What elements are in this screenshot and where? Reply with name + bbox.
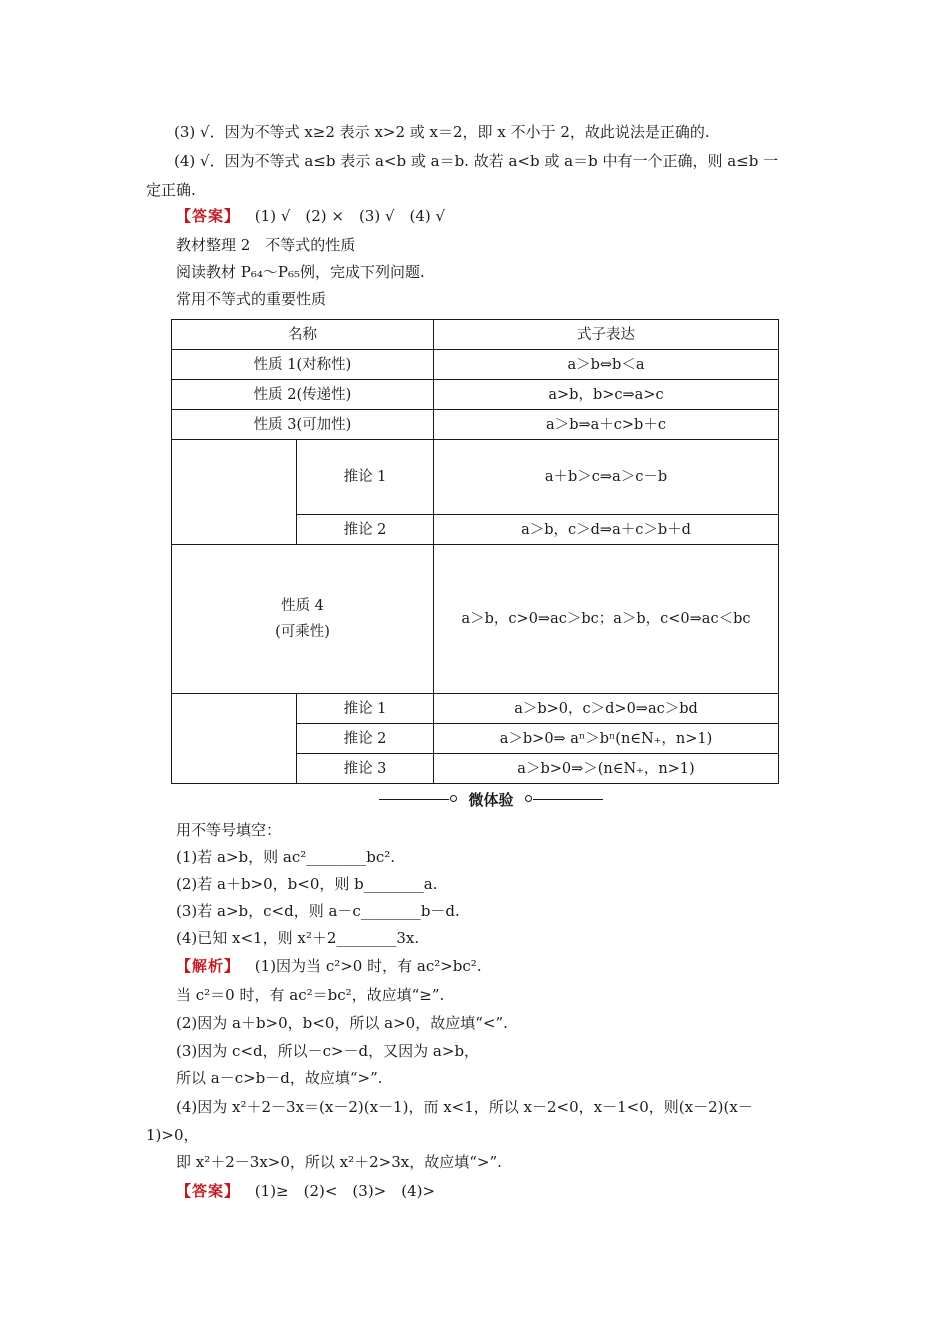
- table-row: [172, 380, 779, 410]
- property-name: [172, 545, 434, 694]
- property-expression: a>b，b>c⇒a>c: [434, 380, 779, 410]
- property-name: 性质 3(可加性): [172, 410, 434, 440]
- analysis-line: (2)因为 a＋b>0，b<0，所以 a>0，故应填“<”.: [176, 1014, 508, 1032]
- answer-tag: 【答案】: [176, 207, 241, 225]
- corollary-name: 推论 1: [297, 694, 434, 724]
- table-header-row: [172, 320, 779, 350]
- property-expression: a＞b⇔b＜a: [434, 350, 779, 380]
- property-name-line: (可乘性): [275, 624, 330, 640]
- divider: [379, 799, 449, 800]
- section-title: 教材整理 2 不等式的性质: [176, 236, 356, 254]
- property-name: 性质 1(对称性): [172, 350, 434, 380]
- exercise-intro: 用不等号填空：: [176, 821, 282, 839]
- header-expression: 式子表达: [434, 320, 779, 350]
- answer-line: [176, 1181, 435, 1201]
- divider: [533, 799, 603, 800]
- text-line: (3) √．因为不等式 x≥2 表示 x>2 或 x＝2，即 x 不小于 2，故此说法是正确的.: [174, 123, 710, 141]
- exercise-item: (2)若 a＋b>0，b<0，则 b________a.: [176, 875, 438, 893]
- property-expression: a＞b⇒a＋c>b＋c: [434, 410, 779, 440]
- answer-tag: 【答案】: [176, 1182, 241, 1200]
- table-row: [172, 350, 779, 380]
- micro-title: 微体验: [468, 791, 514, 809]
- header-name: 名称: [172, 320, 434, 350]
- property-name-line: 性质 4: [281, 598, 324, 614]
- text-line: 定正确.: [146, 181, 196, 199]
- answer-text: (1) √ (2) × (3) √ (4) √: [254, 207, 446, 225]
- properties-table: [171, 319, 779, 784]
- table-row: [172, 440, 779, 515]
- analysis-tag: 【解析】: [176, 957, 241, 975]
- corollary-name: 推论 2: [297, 724, 434, 754]
- corollary-name: 推论 3: [297, 754, 434, 784]
- exercise-item: (1)若 a>b，则 ac²________bc².: [176, 848, 396, 866]
- table-row: [172, 694, 779, 724]
- property-expression: a＞b，c>0⇒ac＞bc；a＞b，c<0⇒ac＜bc: [434, 545, 779, 694]
- corollary-expression: a＋b＞c⇒a＞c－b: [434, 440, 779, 515]
- corollary-expression: a＞b>0⇒＞(n∈N₊，n>1): [434, 754, 779, 784]
- table-row: [172, 410, 779, 440]
- circle-ornament-icon: [450, 795, 457, 802]
- micro-experience-heading: [379, 790, 603, 810]
- empty-cell: [172, 694, 297, 784]
- analysis-line: [176, 956, 482, 976]
- analysis-line: 1)>0，: [146, 1126, 199, 1144]
- text-line: (4) √．因为不等式 a≤b 表示 a<b 或 a＝b. 故若 a<b 或 a＝b 中有一个正确，则 a≤b 一: [174, 152, 779, 170]
- analysis-line: 即 x²＋2－3x>0，所以 x²＋2>3x，故应填“>”.: [176, 1153, 502, 1171]
- analysis-line: (4)因为 x²＋2－3x＝(x－2)(x－1)，而 x<1，所以 x－2<0，x－1<0，则(x－2)(x－: [176, 1098, 753, 1116]
- exercise-item: (4)已知 x<1，则 x²＋2________3x.: [176, 929, 420, 947]
- section-subtitle: 常用不等式的重要性质: [176, 290, 327, 308]
- corollary-name: 推论 1: [297, 440, 434, 515]
- corollary-expression: a＞b，c＞d⇒a＋c＞b＋d: [434, 515, 779, 545]
- empty-cell: [172, 440, 297, 545]
- corollary-name: 推论 2: [297, 515, 434, 545]
- analysis-line: 所以 a－c>b－d，故应填“>”.: [176, 1069, 383, 1087]
- read-instruction: 阅读教材 P₆₄～P₆₅例，完成下列问题.: [176, 263, 425, 281]
- answer-line: [176, 206, 445, 226]
- table-row: [172, 545, 779, 694]
- property-name: 性质 2(传递性): [172, 380, 434, 410]
- analysis-line: (3)因为 c<d，所以－c>－d，又因为 a>b，: [176, 1042, 480, 1060]
- answer-text: (1)≥ (2)< (3)> (4)>: [254, 1182, 436, 1200]
- exercise-item: (3)若 a>b，c<d，则 a－c________b－d.: [176, 902, 460, 920]
- circle-ornament-icon: [525, 795, 532, 802]
- corollary-expression: a＞b>0，c＞d>0⇒ac＞bd: [434, 694, 779, 724]
- corollary-expression: a＞b>0⇒ aⁿ＞bⁿ(n∈N₊，n>1): [434, 724, 779, 754]
- analysis-line: 当 c²＝0 时，有 ac²＝bc²，故应填“≥”.: [176, 986, 445, 1004]
- analysis-text: (1)因为当 c²>0 时，有 ac²>bc².: [254, 957, 482, 975]
